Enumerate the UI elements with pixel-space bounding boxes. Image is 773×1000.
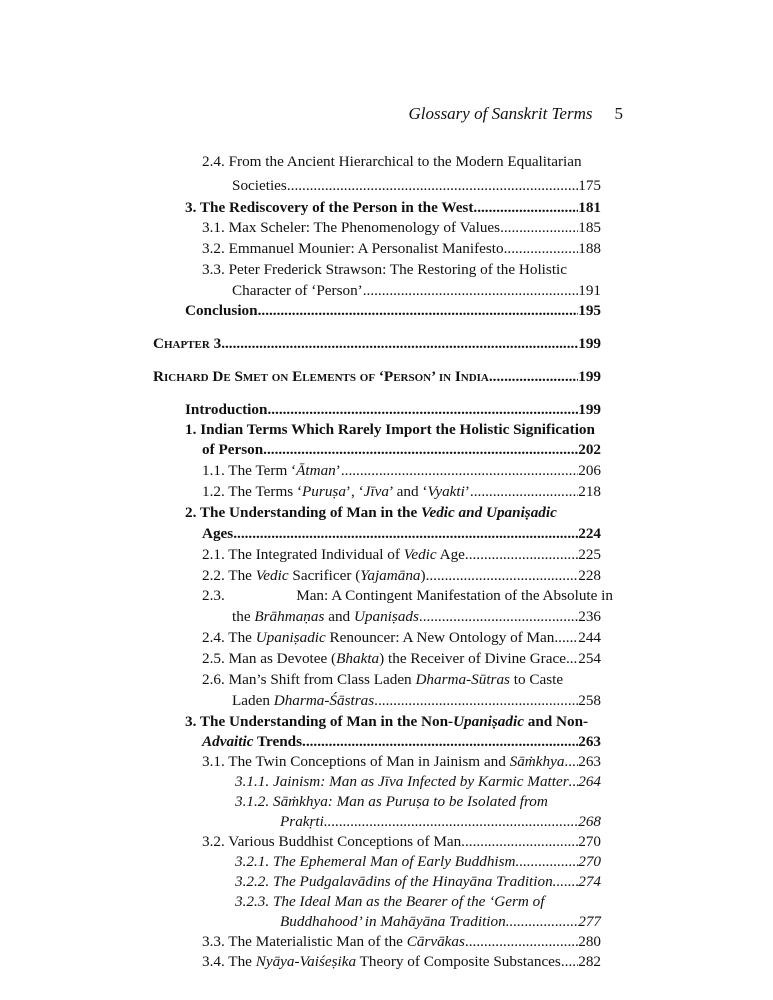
toc-entry-2-4b: 2.4. The Upaniṣadic Renouncer: A New Ontology of Man ..... 244 [202, 628, 601, 647]
toc-entry-2-6-cont: Laden Dharma-Śāstras ..... 258 [232, 691, 601, 710]
page-ref: 282 [578, 953, 601, 970]
toc-entry-3b-2-1: 3.2.1. The Ephemeral Man of Early Buddhism ..... 270 [235, 852, 601, 871]
page-ref: 268 [578, 813, 601, 830]
toc-entry-3b-1-2-cont: Prakṛti ..... 268 [280, 812, 601, 831]
page-ref: 254 [578, 650, 601, 667]
toc-entry-2-6: 2.6. Man’s Shift from Class Laden Dharma-Sūtras to Caste [202, 671, 564, 688]
toc-entry-3b-1-1: 3.1.1. Jainism: Man as Jīva Infected by Karmic Matter ..... 264 [235, 772, 601, 791]
toc-entry-introduction: Introduction ..... 199 [185, 400, 601, 419]
page-ref: 244 [578, 629, 601, 646]
toc-entry-3b-1-2: 3.1.2. Sāṁkhya: Man as Puruṣa to be Isolated from [235, 793, 548, 810]
page-ref: 188 [578, 240, 601, 257]
toc-entry-3b-2: 3.2. Various Buddhist Conceptions of Man ..... 270 [202, 832, 601, 851]
page-ref: 270 [578, 853, 601, 870]
toc-entry-3-2: 3.2. Emmanuel Mounier: A Personalist Manifesto ..... 188 [202, 239, 601, 258]
page-ref: 206 [578, 462, 601, 479]
page-ref: 195 [578, 302, 601, 319]
toc-entry-3b: 3. The Understanding of Man in the Non-Upaniṣadic and Non- [185, 713, 589, 730]
page-ref: 191 [578, 282, 601, 299]
toc-entry-3b-1: 3.1. The Twin Conceptions of Man in Jainism and Sāṁkhya ..... 263 [202, 752, 601, 771]
page-number: 5 [614, 104, 623, 123]
toc-entry-2-3-cont: the Brāhmaṇas and Upaniṣads ..... 236 [232, 607, 601, 626]
page-ref: 225 [578, 546, 601, 563]
toc-entry-3b-2-2: 3.2.2. The Pudgalavādins of the Hinayāna Tradition ..... 274 [235, 872, 601, 891]
page-ref: 202 [578, 441, 601, 458]
toc-entry-3b-3: 3.3. The Materialistic Man of the Cārvākas ..... 280 [202, 932, 601, 951]
toc-entry-1-2: 1.2. The Terms ‘Puruṣa’, ‘Jīva’ and ‘Vyakti’ ..... 218 [202, 482, 601, 501]
page-ref: 228 [578, 567, 601, 584]
toc-entry-2-3: 2.3. Man: A Contingent Manifestation of the Absolute in [202, 587, 613, 604]
page-ref: 277 [578, 913, 601, 930]
page-ref: 185 [578, 219, 601, 236]
toc-entry-3-3-cont: Character of ‘Person’ ..... 191 [232, 281, 601, 300]
toc-entry-2-5: 2.5. Man as Devotee (Bhakta) the Receiver of Divine Grace ..... 254 [202, 649, 601, 668]
page-ref: 181 [578, 199, 601, 216]
toc-entry-3b-cont: Advaitic Trends ..... 263 [202, 732, 601, 751]
toc-entry-3b-2-3: 3.2.3. The Ideal Man as the Bearer of the ‘Germ of [235, 893, 545, 910]
toc-entry-conclusion: Conclusion ..... 195 [185, 301, 601, 320]
page-ref: 199 [578, 335, 601, 352]
toc-entry-2: 2. The Understanding of Man in the Vedic and Upaniṣadic [185, 504, 557, 521]
toc-chapter-title: Richard De Smet on Elements of ‘Person’ in India ..... 199 [153, 367, 601, 386]
toc-entry-2-1: 2.1. The Integrated Individual of Vedic Age ..... 225 [202, 545, 601, 564]
page-ref: 258 [578, 692, 601, 709]
page-ref: 218 [578, 483, 601, 500]
page-ref: 280 [578, 933, 601, 950]
toc-entry-2-4-cont: Societies ..... 175 [232, 176, 601, 195]
toc-entry-2-4: 2.4. From the Ancient Hierarchical to the Modern Equalitarian [202, 153, 582, 170]
page-ref: 199 [578, 401, 601, 418]
toc-entry-3b-4: 3.4. The Nyāya-Vaiśeṣika Theory of Composite Substances ..... 282 [202, 952, 601, 971]
running-header-title: Glossary of Sanskrit Terms [408, 104, 593, 123]
page-ref: 263 [578, 733, 601, 750]
toc-entry-1: 1. Indian Terms Which Rarely Import the Holistic Signification [185, 421, 595, 438]
toc-entry-3: 3. The Rediscovery of the Person in the West ..... 181 [185, 198, 601, 217]
page-ref: 175 [578, 177, 601, 194]
toc-entry-1-cont: of Person ..... 202 [202, 440, 601, 459]
page-ref: 270 [578, 833, 601, 850]
toc-entry-3-1: 3.1. Max Scheler: The Phenomenology of Values ..... 185 [202, 218, 601, 237]
page-ref: 199 [578, 368, 601, 385]
running-header [408, 104, 623, 124]
page-ref: 263 [578, 753, 601, 770]
toc-entry-3-3: 3.3. Peter Frederick Strawson: The Restoring of the Holistic [202, 261, 567, 278]
toc-chapter-3: Chapter 3 ..... 199 [153, 334, 601, 353]
toc-entry-3b-2-3-cont: Buddhahood’ in Mahāyāna Tradition ..... 277 [280, 912, 601, 931]
toc-entry-2-2: 2.2. The Vedic Sacrificer (Yajamāna) ..... 228 [202, 566, 601, 585]
toc-entry-2-cont: Ages ..... 224 [202, 524, 601, 543]
toc-entry-1-1: 1.1. The Term ‘Ātman’ ..... 206 [202, 461, 601, 480]
page-ref: 274 [578, 873, 601, 890]
page-ref: 224 [578, 525, 601, 542]
page-ref: 264 [578, 773, 601, 790]
page-ref: 236 [578, 608, 601, 625]
